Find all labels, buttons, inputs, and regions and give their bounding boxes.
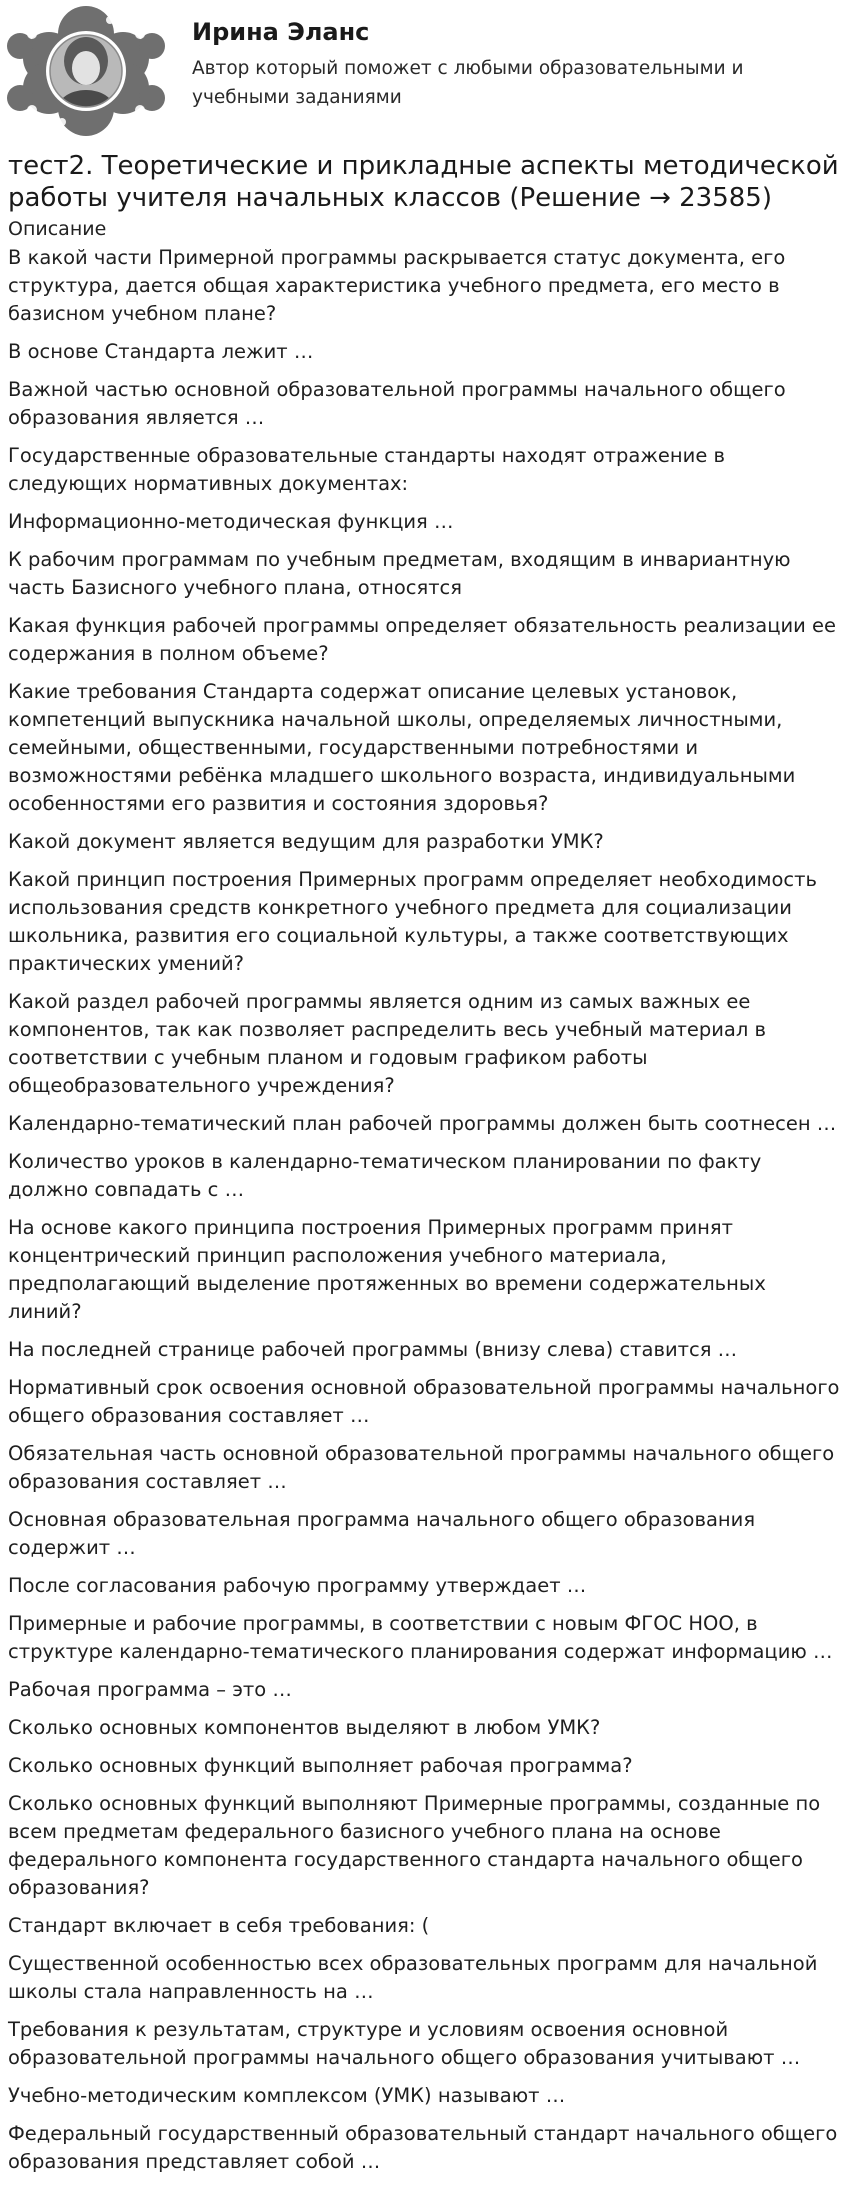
question-item: К рабочим программам по учебным предметам, входящим в инвариантную часть Базисного учебного плана, относятся xyxy=(8,548,791,599)
question-item: Государственные образовательные стандарты находят отражение в следующих нормативных документах: xyxy=(8,444,726,495)
description-label: Описание xyxy=(8,218,107,240)
question-list xyxy=(8,244,840,2186)
question-item: Стандарт включает в себя требования: ( xyxy=(8,1914,430,1937)
question-item: Количество уроков в календарно-тематическом планировании по факту должно совпадать с … xyxy=(8,1150,762,1201)
question-item: После согласования рабочую программу утверждает … xyxy=(8,1574,587,1597)
author-avatar[interactable] xyxy=(6,6,166,136)
question-item: Календарно-тематический план рабочей программы должен быть соотнесен … xyxy=(8,1112,837,1135)
question-item: Сколько основных функций выполняет рабочая программа? xyxy=(8,1754,633,1777)
author-name[interactable]: Ирина Эланс xyxy=(192,18,370,46)
question-item: На последней странице рабочей программы (внизу слева) ставится … xyxy=(8,1338,738,1361)
question-item: Информационно-методическая функция … xyxy=(8,510,454,533)
question-item: Обязательная часть основной образовательной программы начального общего образования составляет … xyxy=(8,1442,835,1493)
question-item: Какая функция рабочей программы определяет обязательность реализации ее содержания в полном объеме? xyxy=(8,614,837,665)
question-item: В основе Стандарта лежит … xyxy=(8,340,314,363)
question-item: Сколько основных функций выполняют Примерные программы, созданные по всем предметам федерального базисного учебного плана на основе федерального компонента государственного стандарта начального общего образования? xyxy=(8,1792,821,1899)
question-item: Учебно-методическим комплексом (УМК) называют … xyxy=(8,2084,566,2107)
question-item: Требования к результатам, структуре и условиям освоения основной образовательной программы начального общего образования учитывают … xyxy=(8,2018,801,2069)
question-item: На основе какого принципа построения Примерных программ принят концентрический принцип расположения учебного материала, предполагающий выделение протяженных во времени содержательных линий? xyxy=(8,1216,766,1323)
question-item: Нормативный срок освоения основной образовательной программы начального общего образования составляет … xyxy=(8,1376,840,1427)
page-title: тест2. Теоретические и прикладные аспекты методической работы учителя начальных классов (Решение → 23585) xyxy=(8,151,839,213)
question-item: В какой части Примерной программы раскрывается статус документа, его структура, дается общая характеристика учебного предмета, его место в базисном учебном плане? xyxy=(8,246,786,325)
question-item: Какой документ является ведущим для разработки УМК? xyxy=(8,830,604,853)
author-card xyxy=(6,6,841,136)
question-item: Какие требования Стандарта содержат описание целевых установок, компетенций выпускника начальной школы, определяемых личностными, семейными, общественными, государственными потребностями и возможностями ребёнка младшего школьного возраста, индивидуальными особенностями его развития и состояния здоровья? xyxy=(8,680,796,815)
question-item: Рабочая программа – это … xyxy=(8,1678,292,1701)
question-item: Важной частью основной образовательной программы начального общего образования является … xyxy=(8,378,786,429)
question-item: Существенной особенностью всех образовательных программ для начальной школы стала направленность на … xyxy=(8,1952,818,2003)
question-item: Основная образовательная программа начального общего образования содержит … xyxy=(8,1508,756,1559)
question-item: Сколько основных компонентов выделяют в любом УМК? xyxy=(8,1716,601,1739)
question-item: Какой принцип построения Примерных программ определяет необходимость использования средств конкретного учебного предмета для социализации школьника, развития его социальной культуры, а также соответствующих практических умений? xyxy=(8,868,817,975)
author-description: Автор который поможет с любыми образовательными и учебными заданиями xyxy=(192,58,744,108)
question-item: Какой раздел рабочей программы является одним из самых важных ее компонентов, так как позволяет распределить весь учебный материал в соответствии с учебным планом и годовым графиком работы общеобразовательного учреждения? xyxy=(8,990,766,1097)
question-item: Федеральный государственный образовательный стандарт начального общего образования представляет собой … xyxy=(8,2122,838,2173)
question-item: Примерные и рабочие программы, в соответствии с новым ФГОС НОО, в структуре календарно-тематического планирования содержат информацию … xyxy=(8,1612,833,1663)
